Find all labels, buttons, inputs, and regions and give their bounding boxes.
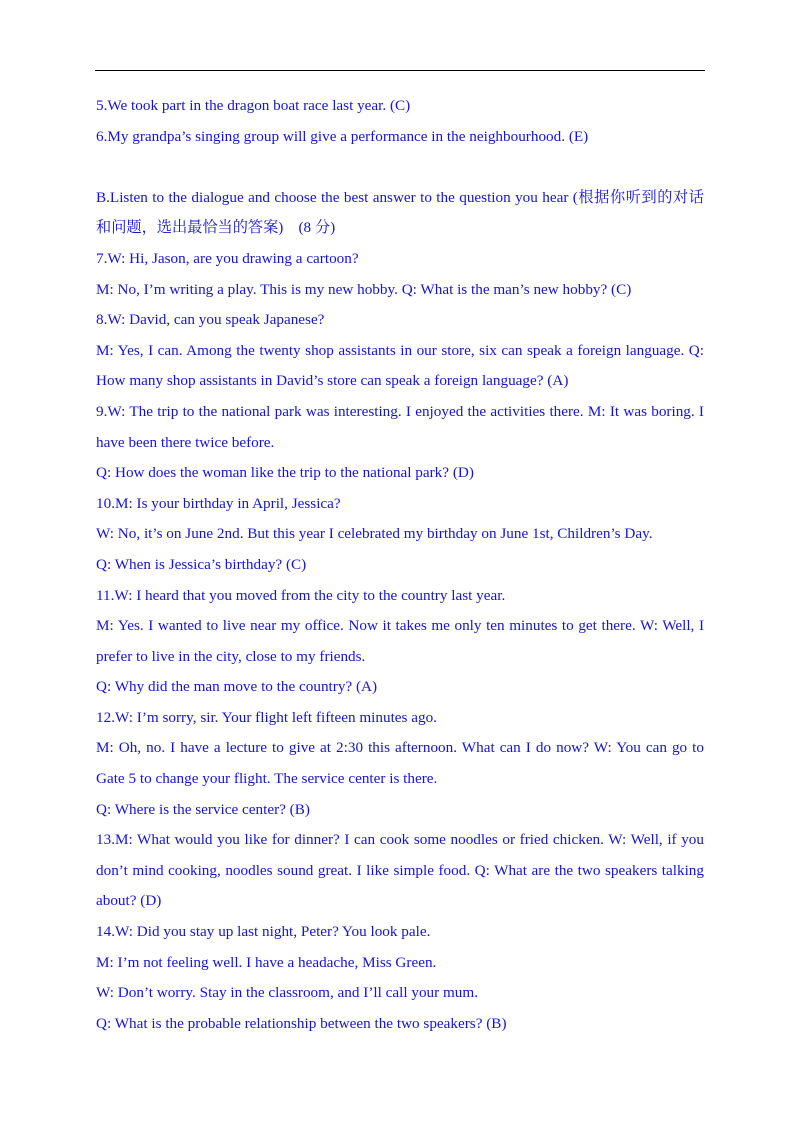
dialogue-12-q: Q: Where is the service center? (B) — [96, 800, 310, 818]
blank-line — [96, 152, 704, 183]
dialogue-14-w: 14.W: Did you stay up last night, Peter? You look pale. — [96, 923, 431, 941]
dialogue-9-q: Q: How does the woman like the trip to the national park? (D) — [96, 464, 474, 482]
dialogue-7-w: 7.W: Hi, Jason, are you drawing a cartoon? — [96, 249, 359, 267]
dialogue-13: 13.M: What would you like for dinner? I can cook some noodles or fried chicken. W: Well, if you don’t mind cooking, noodles sound great. I like simple food. Q: What are the two speakers talking about? (D) — [96, 831, 704, 910]
dialogue-10-m: 10.M: Is your birthday in April, Jessica? — [96, 494, 341, 512]
dialogue-12-m: M: Oh, no. I have a lecture to give at 2:30 this afternoon. What can I do now? W: You can go to Gate 5 to change your flight. The service center is there. — [96, 739, 704, 788]
dialogue-11-w: 11.W: I heard that you moved from the city to the country last year. — [96, 586, 506, 604]
dialogue-7-m: M: No, I’m writing a play. This is my new hobby. Q: What is the man’s new hobby? (C) — [96, 280, 632, 298]
dialogue-10-w: W: No, it’s on June 2nd. But this year I celebrated my birthday on June 1st, Children’s Day. — [96, 525, 653, 543]
dialogue-8-m: M: Yes, I can. Among the twenty shop assistants in our store, six can speak a foreign language. Q: How many shop assistants in David’s store can speak a foreign language? (A) — [96, 341, 704, 390]
header-rule — [95, 70, 705, 71]
dialogue-10-q: Q: When is Jessica’s birthday? (C) — [96, 555, 307, 573]
document-body — [96, 91, 704, 1039]
dialogue-14-w2: W: Don’t worry. Stay in the classroom, and I’ll call your mum. — [96, 984, 478, 1002]
answer-line-5: 5.We took part in the dragon boat race last year. (C) — [96, 97, 411, 114]
answer-line-6: 6.My grandpa’s singing group will give a performance in the neighbourhood. (E) — [96, 127, 589, 145]
dialogue-9: 9.W: The trip to the national park was interesting. I enjoyed the activities there. M: It was boring. I have been there twice before. — [96, 402, 704, 451]
dialogue-14-m: M: I’m not feeling well. I have a headache, Miss Green. — [96, 953, 437, 971]
dialogue-12-w: 12.W: I’m sorry, sir. Your flight left fifteen minutes ago. — [96, 708, 437, 726]
dialogue-8-w: 8.W: David, can you speak Japanese? — [96, 311, 325, 329]
dialogue-14-q: Q: What is the probable relationship between the two speakers? (B) — [96, 1014, 507, 1032]
section-b-heading: B.Listen to the dialogue and choose the best answer to the question you hear (根据你听到的对话和问题，选出最恰当的答案) (8 分) — [96, 188, 704, 237]
dialogue-11-m: M: Yes. I wanted to live near my office. Now it takes me only ten minutes to get there. W: Well, I prefer to live in the city, close to my friends. — [96, 617, 704, 665]
dialogue-11-q: Q: Why did the man move to the country? (A) — [96, 678, 378, 696]
